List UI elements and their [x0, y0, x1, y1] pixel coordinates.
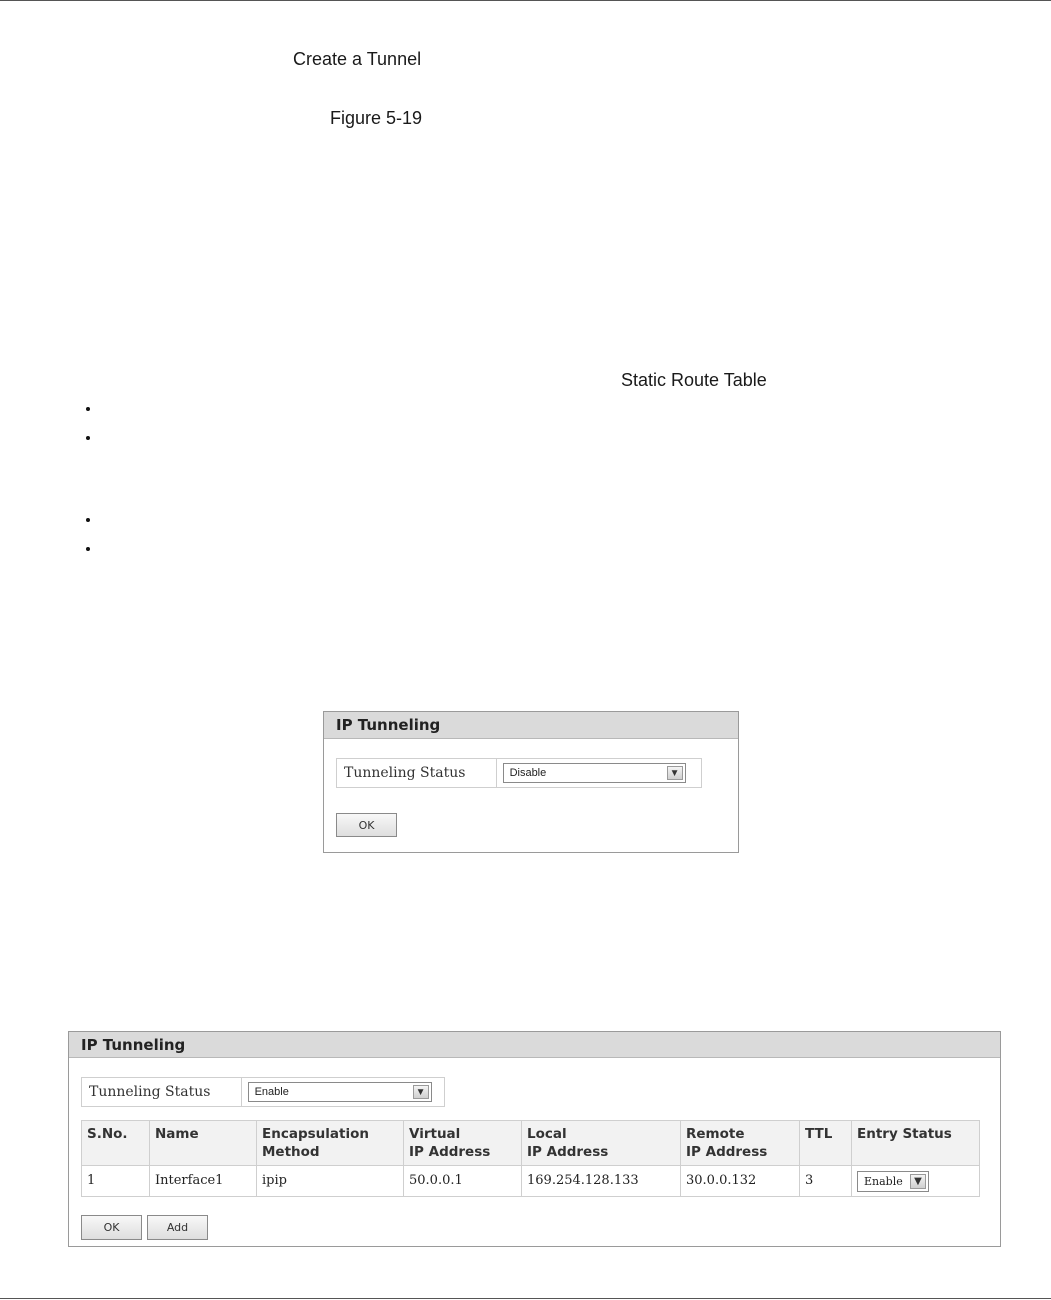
cell-entry-status — [852, 1166, 980, 1197]
tunneling-status-cell — [242, 1078, 444, 1106]
cell-method: ipip — [257, 1166, 404, 1197]
cell-sno: 1 — [82, 1166, 150, 1197]
static-route-table-text: Static Route Table — [621, 370, 767, 390]
tunnel-table — [81, 1120, 980, 1197]
ip-tunneling-panel-small — [323, 711, 739, 853]
tunneling-status-row — [336, 758, 702, 788]
bullet-1 — [86, 407, 90, 411]
tunneling-status-label: Tunneling Status — [82, 1078, 242, 1106]
bottom-rule — [0, 1298, 1051, 1299]
bullet-4 — [86, 547, 90, 551]
entry-status-value: Enable — [864, 1174, 903, 1188]
col-local-ip: Local IP Address — [522, 1121, 681, 1166]
table-header-row — [82, 1121, 980, 1166]
col-name: Name — [150, 1121, 257, 1166]
table-row — [82, 1166, 980, 1197]
tunneling-status-value: Enable — [254, 1086, 289, 1098]
bullet-2 — [86, 436, 90, 440]
tunneling-status-row — [81, 1077, 445, 1107]
figure-label: Figure 5-19 — [330, 108, 423, 128]
tunneling-status-label: Tunneling Status — [337, 759, 497, 787]
chevron-down-icon: ▼ — [910, 1174, 926, 1189]
col-remote-ip: Remote IP Address — [681, 1121, 800, 1166]
caption-create-tunnel: Create a Tunnel — [293, 49, 422, 69]
tunneling-status-select[interactable] — [248, 1082, 432, 1102]
col-ttl: TTL — [800, 1121, 852, 1166]
top-rule — [0, 0, 1051, 1]
cell-ttl: 3 — [800, 1166, 852, 1197]
panel-title: IP Tunneling — [324, 712, 738, 739]
tunneling-status-value: Disable — [509, 767, 547, 779]
col-sno: S.No. — [82, 1121, 150, 1166]
entry-status-select[interactable] — [857, 1171, 929, 1192]
tunneling-status-cell — [497, 759, 701, 787]
cell-remote-ip: 30.0.0.132 — [681, 1166, 800, 1197]
ok-button[interactable]: OK — [81, 1215, 142, 1240]
bullet-3 — [86, 518, 90, 522]
ok-button[interactable]: OK — [336, 813, 397, 837]
add-button[interactable]: Add — [147, 1215, 208, 1240]
cell-local-ip: 169.254.128.133 — [522, 1166, 681, 1197]
col-encapsulation-method: Encapsulation Method — [257, 1121, 404, 1166]
cell-virtual-ip: 50.0.0.1 — [404, 1166, 522, 1197]
col-virtual-ip: Virtual IP Address — [404, 1121, 522, 1166]
tunneling-status-select[interactable] — [503, 763, 686, 783]
ip-tunneling-panel-large — [68, 1031, 1001, 1247]
panel-title: IP Tunneling — [69, 1032, 1000, 1058]
cell-name: Interface1 — [150, 1166, 257, 1197]
chevron-down-icon: ▼ — [667, 766, 683, 780]
col-entry-status: Entry Status — [852, 1121, 980, 1166]
chevron-down-icon: ▼ — [413, 1085, 429, 1099]
